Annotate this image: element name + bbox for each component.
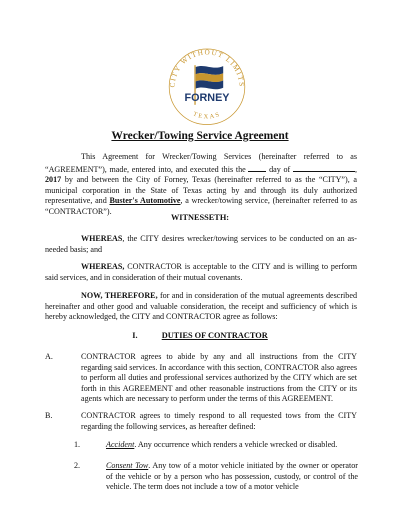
day-blank (248, 163, 266, 172)
section-1-title: DUTIES OF CONTRACTOR (161, 331, 268, 340)
section-1-heading (0, 331, 400, 340)
item-a-text: CONTRACTOR agrees to abide by any and all instructions from the CITY regarding said services. In accordance with this section, CONTRACTOR also agrees to perform all duties and professional services authorized by the CITY which are set forth in this AGREEMENT and other reasonable instructions from the CITY or its agents which are necessary to perform under the terms of this AGREEMENT. (81, 352, 357, 403)
sub-item-1-text: . Any occurrence which renders a vehicle wrecked or disabled. (134, 440, 338, 449)
city-of-forney-logo (162, 40, 252, 130)
sub-item-2 (74, 461, 358, 493)
now-therefore-lead: NOW, THEREFORE, (81, 291, 158, 300)
witnesseth-heading: WITNESSETH: (170, 213, 230, 222)
whereas-paragraph-2 (45, 262, 357, 283)
intro-text-1: This Agreement for Wrecker/Towing Services (hereinafter referred to as “AGREEMENT”), made, entered into, and executed this the (45, 152, 357, 174)
whereas-text-1: , the CITY desires wrecker/towing services to be conducted on an as-needed basis; and (45, 234, 357, 254)
whereas-lead-1: WHEREAS (81, 234, 123, 243)
sub-item-1 (74, 440, 358, 451)
contractor-name: Buster's Automotive (109, 196, 181, 205)
item-a-marker: A. (45, 352, 53, 361)
intro-text-3: , (354, 164, 357, 174)
whereas-paragraph-1 (45, 234, 357, 255)
now-therefore-paragraph (45, 291, 357, 323)
agreement-year: 2017 (45, 175, 62, 184)
logo-name: FORNEY (184, 92, 230, 105)
now-therefore-text: for and in consideration of the mutual agreements described hereinafter and other good and valuable consideration, the receipt and sufficiency of which is hereby acknowledged, the CITY and CONTRACTOR agree as follows: (45, 291, 357, 321)
item-b-marker: B. (45, 411, 53, 420)
month-blank (293, 163, 355, 172)
intro-paragraph (45, 152, 357, 217)
sub-item-1-marker: 1. (74, 440, 81, 449)
sub-item-2-text: . Any tow of a motor vehicle initiated by the owner or operator of the vehicle or by a person who has possession, custody, or control of the vehicle. The term does not include a tow of a motor vehicle (106, 461, 358, 491)
intro-text-2: day of (269, 164, 291, 174)
sub-item-2-term: Consent Tow (106, 461, 149, 470)
logo-arc-bottom-text: TEXAS (192, 110, 222, 121)
item-a (45, 352, 357, 405)
intro-text-4: by and between the City of Forney, Texas (hereinafter referred to as the “CITY”), a municipal corporation in the State of Texas acting by and through its duly authorized representative, and (45, 175, 357, 205)
section-1-number: I. (132, 331, 138, 340)
svg-text:TEXAS (192, 111, 222, 121)
sub-item-2-marker: 2. (74, 461, 81, 470)
document-title: Wrecker/Towing Service Agreement (111, 130, 289, 142)
item-b-text: CONTRACTOR agrees to timely respond to all requested tows from the CITY regarding the following services, as hereafter defined: (81, 411, 357, 431)
intro-text-5: , a wrecker/towing service, (hereinafter referred to as “CONTRACTOR”). (45, 196, 357, 216)
forney-seal-icon (162, 40, 252, 130)
item-b (45, 411, 357, 432)
whereas-lead-2: WHEREAS, (81, 262, 125, 271)
whereas-text-2: CONTRACTOR is acceptable to the CITY and is willing to perform said services, and in consideration of their mutual covenants. (45, 262, 357, 282)
logo-arc-top-text: CITY WITHOUT LIMITS (168, 48, 246, 88)
sub-item-1-term: Accident (106, 440, 135, 449)
